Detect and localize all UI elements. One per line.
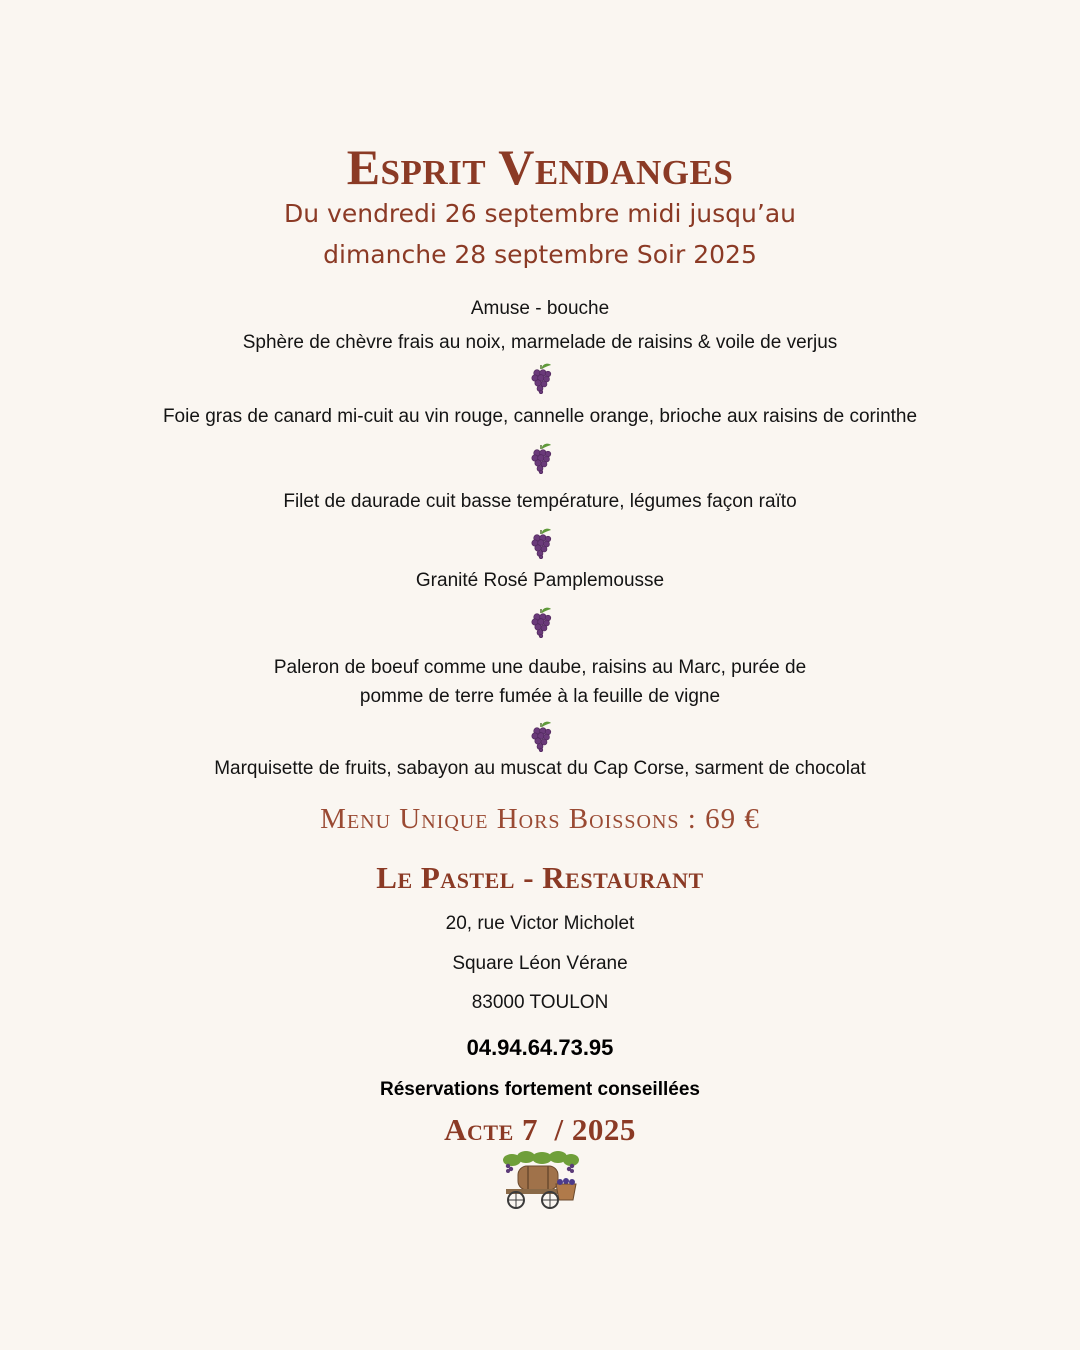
course-paleron-line-2: pomme de terre fumée à la feuille de vigne <box>359 686 721 707</box>
event-dates-line-2: dimanche 28 septembre Soir 2025 <box>323 240 757 269</box>
grape-icon <box>528 527 554 559</box>
course-marquisette: Marquisette de fruits, sabayon au muscat du Cap Corse, sarment de chocolat <box>214 758 866 779</box>
grape-icon <box>528 720 554 752</box>
restaurant-name: Le Pastel - Restaurant <box>376 860 704 895</box>
amuse-bouche-description: Sphère de chèvre frais au noix, marmelade de raisins & voile de verjus <box>242 332 838 353</box>
course-paleron-line-1: Paleron de boeuf comme une daube, raisins au Marc, purée de <box>273 657 807 678</box>
grape-icon <box>528 362 554 394</box>
grape-icon <box>528 606 554 638</box>
address-city: 83000 TOULON <box>471 992 609 1013</box>
grape-icon <box>528 442 554 474</box>
address-square: Square Léon Vérane <box>452 953 628 974</box>
wine-cart-icon <box>498 1150 582 1210</box>
amuse-bouche-title: Amuse - bouche <box>470 298 610 319</box>
reservation-note: Réservations fortement conseillées <box>380 1079 700 1100</box>
course-foie-gras: Foie gras de canard mi-cuit au vin rouge, cannelle orange, brioche aux raisins de corinthe <box>162 406 918 427</box>
address-street: 20, rue Victor Micholet <box>445 913 635 934</box>
phone-number: 04.94.64.73.95 <box>466 1035 614 1060</box>
page-title: Esprit Vendanges <box>346 139 734 195</box>
menu-price: Menu Unique Hors Boissons : 69 € <box>320 803 760 835</box>
course-daurade: Filet de daurade cuit basse température, légumes façon raïto <box>283 491 797 512</box>
course-granite: Granité Rosé Pamplemousse <box>415 570 665 591</box>
event-dates-line-1: Du vendredi 26 septembre midi jusqu’au <box>284 199 796 228</box>
acte-label: Acte 7 / 2025 <box>444 1112 636 1147</box>
